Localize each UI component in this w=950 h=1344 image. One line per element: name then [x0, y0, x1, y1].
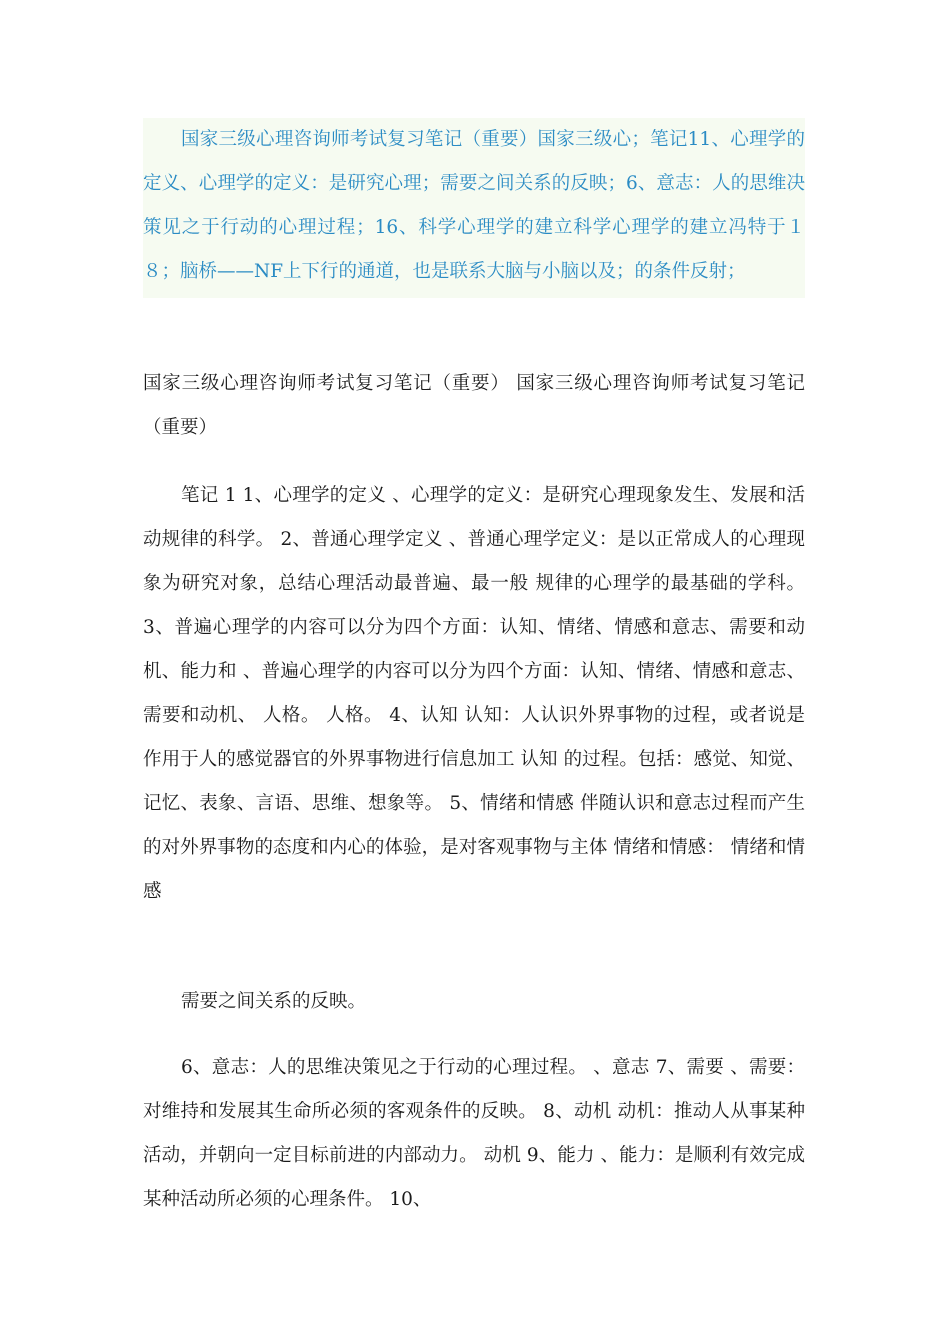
abstract-text: 国家三级心理咨询师考试复习笔记（重要）国家三级心；笔记11、心理学的定义、心理学的定义：是研究心理；需要之间关系的反映；6、意志：人的思维决策见之于行动的心理过程；16、科学心理学的建立科学心理学的建立冯特于１８；脑桥——NF上下行的通道，也是联系大脑与小脑以及；的条件反射；	[143, 129, 805, 282]
body-paragraph-2: 需要之间关系的反映。	[181, 991, 367, 1012]
abstract-box	[143, 118, 805, 298]
body-paragraph-3: 6、意志：人的思维决策见之于行动的心理过程。 、意志 7、需要 、需要：对维持和发展其生命所必须的客观条件的反映。 8、动机 动机：推动人从事某种活动，并朝向一定目标前进的内部动力。 动机 9、能力 、能力：是顺利有效完成某种活动所必须的心理条件。 10、	[143, 1057, 805, 1210]
body-paragraph-1: 笔记 1 1、心理学的定义 、心理学的定义：是研究心理现象发生、发展和活动规律的科学。 2、普通心理学定义 、普通心理学定义：是以正常成人的心理现象为研究对象，总结心理活动最普遍、最一般 规律的心理学的最基础的学科。 3、普遍心理学的内容可以分为四个方面：认知、情绪、情感和意志、需要和动机、能力和 、普遍心理学的内容可以分为四个方面：认知、情绪、情感和意志、需要和动机、 人格。 人格。 4、认知 认知：人认识外界事物的过程，或者说是作用于人的感觉器官的外界事物进行信息加工 认知 的过程。包括：感觉、知觉、记忆、表象、言语、思维、想象等。 5、情绪和情感 伴随认识和意志过程而产生的对外界事物的态度和内心的体验，是对客观事物与主体 情绪和情感： 情绪和情感	[143, 485, 805, 902]
document-title: 国家三级心理咨询师考试复习笔记（重要） 国家三级心理咨询师考试复习笔记（重要）	[143, 373, 805, 438]
